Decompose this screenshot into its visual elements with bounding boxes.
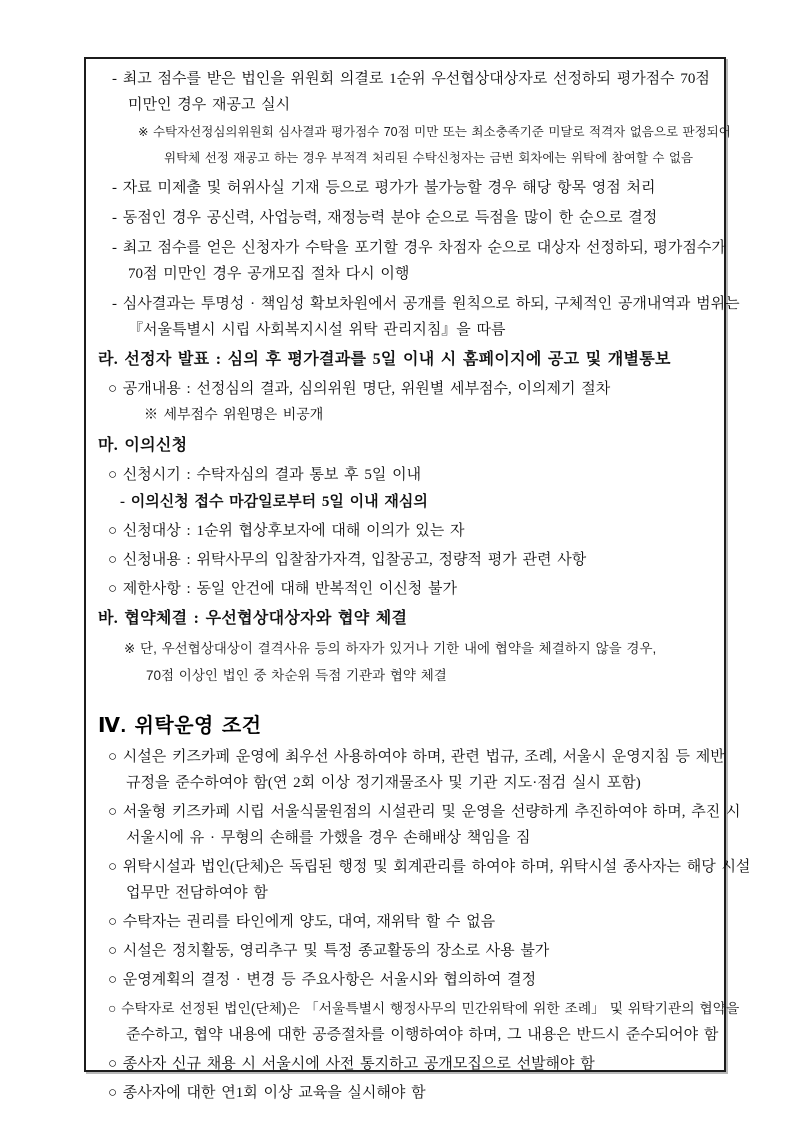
text-line-32: ○ 운영계획의 결정 · 변경 등 주요사항은 서울시와 협의하여 결정	[108, 972, 537, 988]
text-line-13: ※ 세부점수 위원명은 비공개	[144, 408, 324, 423]
text-line-33: ○ 수탁자로 선정된 법인(단체)은 「서울특별시 행정사무의 민간위탁에 위한 조례」 및 위탁기관의 협약을	[108, 1001, 740, 1016]
text-line-19: ○ 제한사항 : 동일 안건에 대해 반복적인 이신청 불가	[108, 581, 458, 597]
text-line-24: ○ 시설은 키즈카페 운영에 최우선 사용하여야 하며, 관련 법규, 조례, 서울시 운영지침 등 제반	[108, 749, 725, 765]
text-line-25: 규정을 준수하여야 함(연 2회 이상 정기재물조사 및 기관 지도·점검 실시 포함)	[126, 775, 641, 791]
text-line-31: ○ 시설은 정치활동, 영리추구 및 특정 종교활동의 장소로 사용 불가	[108, 943, 550, 959]
document-body	[90, 66, 751, 1106]
text-line-9: - 심사결과는 투명성 · 책임성 확보차원에서 공개를 원칙으로 하되, 구체적인 공개내역과 범위는	[112, 296, 740, 312]
page-border-box	[84, 57, 751, 1101]
text-line-5: - 자료 미제출 및 허위사실 기재 등으로 평가가 불가능할 경우 해당 항목 영점 처리	[112, 180, 656, 196]
text-line-26: ○ 서울형 키즈카페 시립 서울식물원점의 시설관리 및 운영을 선량하게 추진하여야 하며, 추진 시	[108, 804, 741, 820]
text-line-4: 위탁체 선정 재공고 하는 경우 부적격 처리된 수탁신청자는 금번 회차에는 위탁에 참여할 수 없음	[164, 151, 694, 165]
text-line-28: ○ 위탁시설과 법인(단체)은 독립된 행정 및 회계관리를 하여야 하며, 위탁시설 종사자는 해당 시설	[108, 859, 751, 875]
text-line-22: 70점 이상인 법인 중 차순위 득점 기관과 협약 체결	[146, 668, 447, 683]
text-line-23: Ⅳ. 위탁운영 조건	[98, 715, 262, 737]
text-line-36: ○ 종사자에 대한 연1회 이상 교육을 실시해야 함	[108, 1085, 426, 1101]
text-line-8: 70점 미만인 경우 공개모집 절차 다시 이행	[128, 266, 410, 282]
text-line-20: 바. 협약체결 : 우선협상대상자와 협약 체결	[98, 610, 408, 627]
text-line-15: ○ 신청시기 : 수탁자심의 결과 통보 후 5일 이내	[108, 467, 422, 483]
text-line-6: - 동점인 경우 공신력, 사업능력, 재정능력 분야 순으로 득점을 많이 한 순으로 결정	[112, 210, 658, 226]
text-line-27: 서울시에 유 · 무형의 손해를 가했을 경우 손해배상 책임을 짐	[126, 830, 531, 846]
text-line-30: ○ 수탁자는 권리를 타인에게 양도, 대여, 재위탁 할 수 없음	[108, 914, 496, 930]
text-line-2: 미만인 경우 재공고 실시	[128, 97, 291, 113]
text-line-16: - 이의신청 접수 마감일로부터 5일 이내 재심의	[120, 494, 428, 510]
text-line-7: - 최고 점수를 얻은 신청자가 수탁을 포기할 경우 차점자 순으로 대상자 선정하되, 평가점수가	[112, 240, 726, 256]
text-line-29: 업무만 전담하여야 함	[126, 885, 268, 901]
text-line-34: 준수하고, 협약 내용에 대한 공증절차를 이행하여야 하며, 그 내용은 반드시 준수되어야 함	[126, 1027, 719, 1043]
text-line-12: ○ 공개내용 : 선정심의 결과, 심의위원 명단, 위원별 세부점수, 이의제기 절차	[108, 381, 611, 397]
text-line-35: ○ 종사자 신규 채용 시 서울시에 사전 통지하고 공개모집으로 선발해야 함	[108, 1056, 595, 1072]
text-line-3: ※ 수탁자선정심의위원회 심사결과 평가점수 70점 미만 또는 최소충족기준 미달로 적격자 없음으로 판정되어	[138, 125, 731, 139]
text-line-10: 『서울특별시 시립 사회복지시설 위탁 관리지침』을 따름	[128, 322, 506, 338]
text-line-1: - 최고 점수를 받은 법인을 위원회 의결로 1순위 우선협상대상자로 선정하되 평가점수 70점	[112, 71, 710, 87]
text-line-17: ○ 신청대상 : 1순위 협상후보자에 대해 이의가 있는 자	[108, 523, 465, 539]
text-line-18: ○ 신청내용 : 위탁사무의 입찰참가자격, 입찰공고, 정량적 평가 관련 사항	[108, 552, 587, 568]
text-line-11: 라. 선정자 발표 : 심의 후 평가결과를 5일 이내 시 홈페이지에 공고 및 개별통보	[98, 351, 671, 368]
text-line-14: 마. 이의신청	[98, 437, 188, 454]
text-line-21: ※ 단, 우선협상대상이 결격사유 등의 하자가 있거나 기한 내에 협약을 체결하지 않을 경우,	[124, 641, 657, 656]
